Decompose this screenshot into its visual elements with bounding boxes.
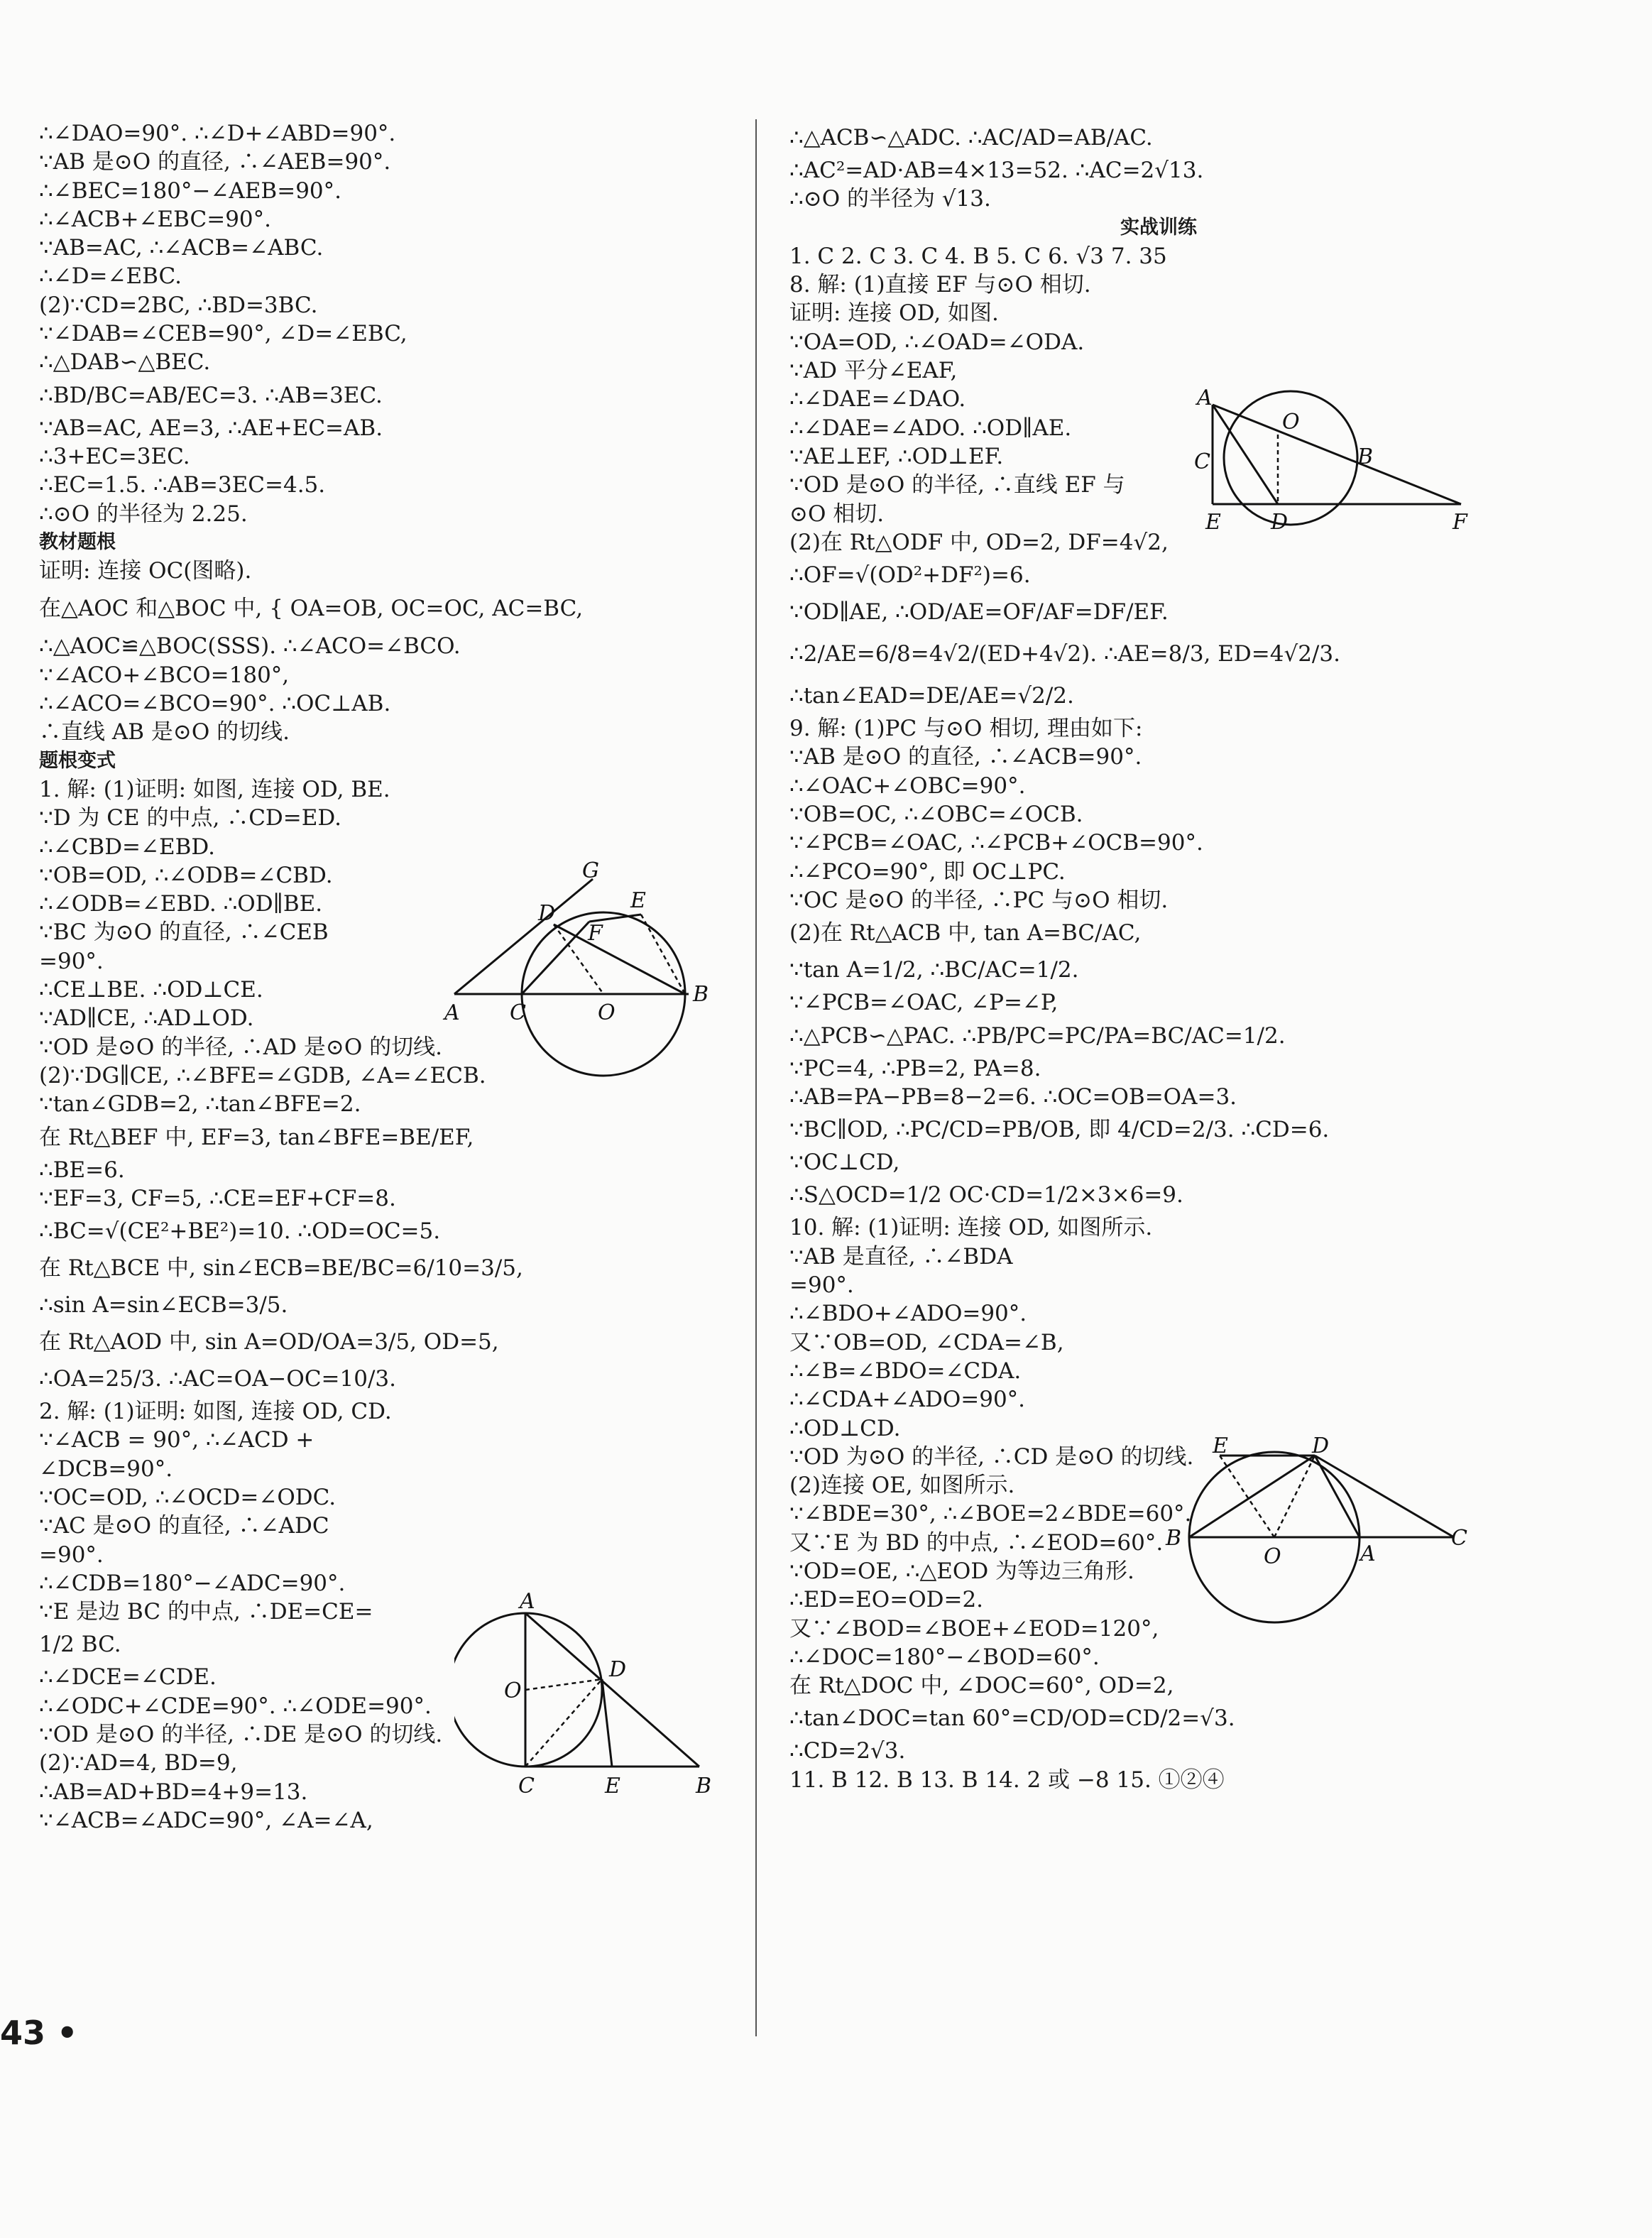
text-line: ⊙O 相切. (789, 501, 885, 527)
text-line: 又∵OB=OD, ∠CDA=∠B, (789, 1329, 1064, 1355)
text-line: (2)∵AD=4, BD=9, (39, 1750, 238, 1776)
fig1-label-f: F (588, 921, 603, 946)
text-line: ∴∠DAE=∠DAO. (789, 386, 966, 413)
figure-problem-10 (1157, 1427, 1470, 1661)
text-line: ∵∠ACB = 90°, ∴∠ACD + (39, 1427, 314, 1453)
text-line: ∵∠ACO+∠BCO=180°, (39, 662, 290, 688)
fig2-label-b: B (696, 1774, 712, 1798)
text-line: 在 Rt△DOC 中, ∠DOC=60°, OD=2, (789, 1673, 1174, 1699)
text-line: ∴∠CDA+∠ADO=90°. (789, 1387, 1026, 1413)
text-line: ∴∠ACB+∠EBC=90°. (39, 206, 272, 232)
text-line: ∵OC=OD, ∴∠OCD=∠ODC. (39, 1484, 337, 1510)
fig1-label-g: G (582, 859, 599, 883)
page-number: 43 • (0, 2014, 78, 2052)
text-line: (2)在 Rt△ODF 中, OD=2, DF=4√2, (789, 529, 1169, 555)
text-line: ∴⊙O 的半径为 2.25. (39, 501, 248, 527)
figure-problem-1 (440, 859, 724, 1093)
text-line: 在 Rt△AOD 中, sin A=OD/OA=3/5, OD=5, (39, 1329, 499, 1355)
text-line: ∴∠CBD=∠EBD. (39, 834, 216, 860)
text-line: (2)∵DG∥CE, ∴∠BFE=∠GDB, ∠A=∠ECB. (39, 1062, 486, 1088)
section-heading: 题根变式 (39, 749, 116, 772)
text-line: 又∵E 为 BD 的中点, ∴∠EOD=60°. (789, 1529, 1164, 1556)
text-line: ∵OC 是⊙O 的半径, ∴PC 与⊙O 相切. (789, 887, 1169, 913)
text-line: 1/2 BC. (39, 1632, 121, 1658)
text-line: ∵AC 是⊙O 的直径, ∴∠ADC (39, 1513, 329, 1539)
text-line: (2)连接 OE, 如图所示. (789, 1473, 1015, 1499)
answer-line: 1. C 2. C 3. C 4. B 5. C 6. √3 7. 35 (789, 243, 1167, 269)
text-line: ∴BD/BC=AB/EC=3. ∴AB=3EC. (39, 382, 383, 408)
text-line: ∴ED=EO=OD=2. (789, 1587, 984, 1613)
fig10-label-a: A (1360, 1541, 1376, 1566)
text-line: ∵AB 是⊙O 的直径, ∴∠ACB=90°. (789, 744, 1142, 770)
fig2-label-a: A (520, 1589, 535, 1614)
fig2-label-e: E (605, 1774, 620, 1798)
section-heading: 实战训练 (1120, 216, 1197, 239)
text-line: ∵AE⊥EF, ∴OD⊥EF. (789, 443, 1004, 469)
figure-problem-2 (454, 1587, 724, 1800)
text-line: ∵AB=AC, AE=3, ∴AE+EC=AB. (39, 415, 383, 441)
fig1-label-a: A (444, 1000, 460, 1025)
fig8-label-a: A (1197, 386, 1213, 410)
text-line: ∵OD 是⊙O 的半径, ∴AD 是⊙O 的切线. (39, 1034, 442, 1060)
fig1-label-c: C (510, 1000, 526, 1025)
fig2-label-d: D (609, 1657, 627, 1682)
text-line: (2)在 Rt△ACB 中, tan A=BC/AC, (789, 920, 1142, 946)
text-line: 9. 解: (1)PC 与⊙O 相切, 理由如下: (789, 716, 1143, 742)
text-line: ∴BC=√(CE²+BE²)=10. ∴OD=OC=5. (39, 1218, 441, 1245)
text-line: ∵E 是边 BC 的中点, ∴DE=CE= (39, 1599, 373, 1625)
text-line: ∴OD⊥CD. (789, 1415, 901, 1441)
fig1-label-b: B (693, 982, 709, 1007)
fig10-label-d: D (1312, 1434, 1330, 1458)
text-line: 证明: 连接 OD, 如图. (789, 300, 999, 327)
text-line: ∴OA=25/3. ∴AC=OA−OC=10/3. (39, 1366, 396, 1392)
text-line: ∵OB=OC, ∴∠OBC=∠OCB. (789, 802, 1083, 828)
fig8-label-e: E (1205, 510, 1221, 535)
section-heading: 教材题根 (39, 530, 116, 553)
fig8-label-b: B (1357, 444, 1374, 469)
figure-problem-8 (1178, 383, 1470, 536)
text-line: ∵OA=OD, ∴∠OAD=∠ODA. (789, 329, 1085, 355)
text-line: ∵∠BDE=30°, ∴∠BOE=2∠BDE=60°. (789, 1501, 1192, 1527)
text-line: ∵OC⊥CD, (789, 1150, 900, 1176)
answer-line: 11. B 12. B 13. B 14. 2 或 −8 15. ①②④ (789, 1767, 1225, 1793)
text-line: ∵∠PCB=∠OAC, ∴∠PCB+∠OCB=90°. (789, 830, 1203, 856)
text-line: ∴△PCB∽△PAC. ∴PB/PC=PC/PA=BC/AC=1/2. (789, 1022, 1286, 1049)
text-line: ∴∠BDO+∠ADO=90°. (789, 1301, 1027, 1327)
text-line: (2)∵CD=2BC, ∴BD=3BC. (39, 292, 318, 318)
text-line: 2. 解: (1)证明: 如图, 连接 OD, CD. (39, 1399, 392, 1425)
column-divider (755, 119, 757, 2036)
text-line: ∴2/AE=6/8=4√2/(ED+4√2). ∴AE=8/3, ED=4√2/3. (789, 641, 1340, 667)
text-line: ∴∠OAC+∠OBC=90°. (789, 773, 1026, 799)
text-line: ∠DCB=90°. (39, 1456, 173, 1482)
fig10-label-e: E (1213, 1434, 1228, 1458)
text-line: 又∵∠BOD=∠BOE+∠EOD=120°, (789, 1615, 1159, 1642)
text-line: ∴∠ODC+∠CDE=90°. ∴∠ODE=90°. (39, 1693, 432, 1719)
fig2-label-o: O (504, 1678, 522, 1703)
text-line: ∴∠CDB=180°−∠ADC=90°. (39, 1570, 346, 1596)
text-line: ∵OD 是⊙O 的半径, ∴直线 EF 与 (789, 472, 1125, 498)
text-line: ∴3+EC=3EC. (39, 443, 190, 469)
text-line: ∴∠DOC=180°−∠BOD=60°. (789, 1644, 1100, 1670)
text-line: ∵tan A=1/2, ∴BC/AC=1/2. (789, 957, 1079, 983)
text-line: ∴△DAB∽△BEC. (39, 349, 211, 376)
text-line: ∵AB 是直径, ∴∠BDA (789, 1243, 1013, 1270)
text-line: ∴AC²=AD·AB=4×13=52. ∴AC=2√13. (789, 158, 1204, 183)
text-line: ∵OD=OE, ∴△EOD 为等边三角形. (789, 1558, 1134, 1584)
text-line: =90°. (39, 948, 104, 974)
text-line: ∵∠ACB=∠ADC=90°, ∠A=∠A, (39, 1807, 373, 1833)
text-line: ∴OF=√(OD²+DF²)=6. (789, 562, 1031, 589)
text-line: ∵OD 是⊙O 的半径, ∴DE 是⊙O 的切线. (39, 1722, 443, 1748)
text-line: ∴S△OCD=1/2 OC·CD=1/2×3×6=9. (789, 1182, 1183, 1208)
text-line: =90°. (39, 1541, 104, 1568)
fig8-label-o: O (1282, 410, 1300, 435)
text-line: ∵OD 为⊙O 的半径, ∴CD 是⊙O 的切线. (789, 1443, 1194, 1470)
text-line: ∴tan∠DOC=tan 60°=CD/OD=CD/2=√3. (789, 1705, 1235, 1732)
text-line: ∵OD∥AE, ∴OD/AE=OF/AF=DF/EF. (789, 599, 1169, 626)
text-line: 在 Rt△BEF 中, EF=3, tan∠BFE=BE/EF, (39, 1124, 474, 1150)
text-line: ∵BC∥OD, ∴PC/CD=PB/OB, 即 4/CD=2/3. ∴CD=6. (789, 1117, 1330, 1143)
text-line: ∵EF=3, CF=5, ∴CE=EF+CF=8. (39, 1185, 396, 1211)
text-line: ∴EC=1.5. ∴AB=3EC=4.5. (39, 472, 326, 498)
fig1-label-o: O (598, 1000, 616, 1025)
fig10-label-c: C (1451, 1526, 1467, 1551)
text-line: ∵AB 是⊙O 的直径, ∴∠AEB=90°. (39, 149, 391, 175)
text-line: ∵AB=AC, ∴∠ACB=∠ABC. (39, 235, 324, 261)
text-line: ∴∠ODB=∠EBD. ∴OD∥BE. (39, 891, 323, 917)
text-line: 1. 解: (1)证明: 如图, 连接 OD, BE. (39, 776, 390, 802)
text-line: ∵AD∥CE, ∴AD⊥OD. (39, 1005, 254, 1032)
text-line: ∴AB=AD+BD=4+9=13. (39, 1779, 308, 1805)
fig2-label-c: C (518, 1774, 535, 1798)
fig8-label-f: F (1453, 510, 1467, 535)
fig10-label-o: O (1264, 1544, 1281, 1569)
text-line: ∵tan∠GDB=2, ∴tan∠BFE=2. (39, 1091, 361, 1118)
text-line: ∴CD=2√3. (789, 1738, 906, 1764)
text-line: ∵OB=OD, ∴∠ODB=∠CBD. (39, 862, 333, 888)
text-line: 在 Rt△BCE 中, sin∠ECB=BE/BC=6/10=3/5, (39, 1255, 523, 1282)
text-line: 证明: 连接 OC(图略). (39, 558, 252, 584)
fig8-label-d: D (1271, 510, 1289, 535)
text-line: ∵∠PCB=∠OAC, ∠P=∠P, (789, 990, 1059, 1016)
text-line: ∴△AOC≌△BOC(SSS). ∴∠ACO=∠BCO. (39, 633, 461, 660)
text-line: =90°. (789, 1272, 854, 1299)
text-line: 10. 解: (1)证明: 连接 OD, 如图所示. (789, 1215, 1153, 1241)
text-line: 在△AOC 和△BOC 中, { OA=OB, OC=OC, AC=BC, (39, 596, 584, 622)
text-line: ∵BC 为⊙O 的直径, ∴∠CEB (39, 919, 329, 946)
text-line: ∴∠D=∠EBC. (39, 263, 182, 290)
text-line: ∴⊙O 的半径为 √13. (789, 186, 991, 212)
text-line: ∵AD 平分∠EAF, (789, 358, 958, 384)
text-line: ∴AB=PA−PB=8−2=6. ∴OC=OB=OA=3. (789, 1083, 1237, 1110)
text-line: ∵D 为 CE 的中点, ∴CD=ED. (39, 805, 341, 831)
fig10-label-b: B (1166, 1526, 1182, 1551)
text-line: ∴△ACB∽△ADC. ∴AC/AD=AB/AC. (789, 125, 1153, 151)
text-line: ∵PC=4, ∴PB=2, PA=8. (789, 1055, 1041, 1081)
text-line: ∴∠DAO=90°. ∴∠D+∠ABD=90°. (39, 121, 396, 146)
text-line: ∴∠DAE=∠ADO. ∴OD∥AE. (789, 415, 1072, 441)
text-line: ∵∠DAB=∠CEB=90°, ∠D=∠EBC, (39, 321, 407, 347)
text-line: ∴∠B=∠BDO=∠CDA. (789, 1358, 1022, 1384)
text-line: ∴tan∠EAD=DE/AE=√2/2. (789, 683, 1074, 709)
text-line: ∴∠BEC=180°−∠AEB=90°. (39, 178, 341, 204)
text-line: ∴BE=6. (39, 1157, 125, 1183)
fig1-label-d: D (538, 901, 556, 926)
text-line: 8. 解: (1)直接 EF 与⊙O 相切. (789, 272, 1091, 298)
text-line: ∴∠DCE=∠CDE. (39, 1664, 217, 1691)
text-line: ∴∠ACO=∠BCO=90°. ∴OC⊥AB. (39, 691, 391, 717)
fig8-label-c: C (1194, 449, 1210, 474)
text-line: ∴sin A=sin∠ECB=3/5. (39, 1292, 288, 1319)
text-line: ∴∠PCO=90°, 即 OC⊥PC. (789, 858, 1066, 885)
fig1-label-e: E (630, 888, 646, 913)
text-line: ∴直线 AB 是⊙O 的切线. (39, 719, 290, 746)
text-line: ∴CE⊥BE. ∴OD⊥CE. (39, 977, 263, 1003)
